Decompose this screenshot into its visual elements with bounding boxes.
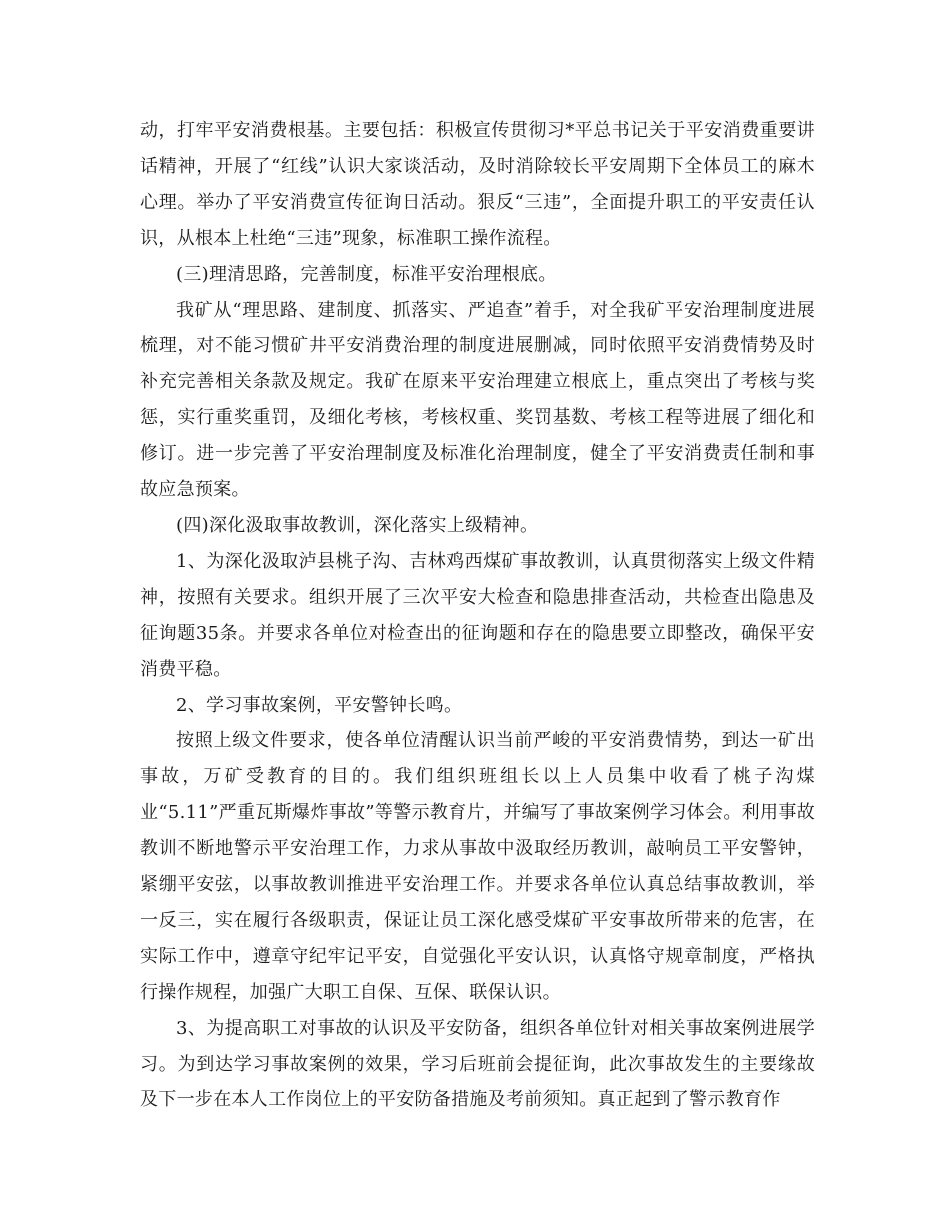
subsection-heading: 2、学习事故案例，平安警钟长鸣。 [176,694,463,716]
paragraph: 3、为提高职工对事故的认识及平安防备，组织各单位针对相关事故案例进展学习。为到达学习事故案例的效果，学习后班前会提征询，此次事故发生的主要缘故及下一步在本人工作岗位上的平安防备措施及考前须知。真正起到了警示教育作 [140,1017,815,1111]
document-body [140,113,815,1118]
paragraph: 我矿从“理思路、建制度、抓落实、严追查”着手，对全我矿平安治理制度进展梳理，对不能习惯矿井平安消费治理的制度进展删减，同时依照平安消费情势及时补充完善相关条款及规定。我矿在原来平安治理建立根底上，重点突出了考核与奖惩，实行重奖重罚，及细化考核，考核权重、奖罚基数、考核工程等进展了细化和修订。进一步完善了平安治理制度及标准化治理制度，健全了平安消费责任制和事故应急预案。 [140,299,815,501]
paragraph: 1、为深化汲取泸县桃子沟、吉林鸡西煤矿事故教训，认真贯彻落实上级文件精神，按照有关要求。组织开展了三次平安大检查和隐患排查活动，共检查出隐患及征询题35条。并要求各单位对检查出的征询题和存在的隐患要立即整改，确保平安消费平稳。 [140,550,815,680]
section-heading: (三)理清思路，完善制度，标准平安治理根底。 [176,263,557,285]
section-heading: (四)深化汲取事故教训，深化落实上级精神。 [176,514,539,536]
paragraph: 动，打牢平安消费根基。主要包括：积极宣传贯彻习*平总书记关于平安消费重要讲话精神，开展了“红线”认识大家谈活动，及时消除较长平安周期下全体员工的麻木心理。举办了平安消费宣传征询日活动。狠反“三违”，全面提升职工的平安责任认识，从根本上杜绝“三违”现象，标准职工操作流程。 [140,120,815,249]
paragraph: 按照上级文件要求，使各单位清醒认识当前严峻的平安消费情势，到达一矿出事故，万矿受教育的目的。我们组织班组长以上人员集中收看了桃子沟煤业“5.11”严重瓦斯爆炸事故”等警示教育片，并编写了事故案例学习体会。利用事故教训不断地警示平安治理工作，力求从事故中汲取经历教训，敲响员工平安警钟，紧绷平安弦，以事故教训推进平安治理工作。并要求各单位认真总结事故教训，举一反三，实在履行各级职责，保证让员工深化感受煤矿平安事故所带来的危害，在实际工作中，遵章守纪牢记平安，自觉强化平安认识，认真恪守规章制度，严格执行操作规程，加强广大职工自保、互保、联保认识。 [140,730,815,1003]
